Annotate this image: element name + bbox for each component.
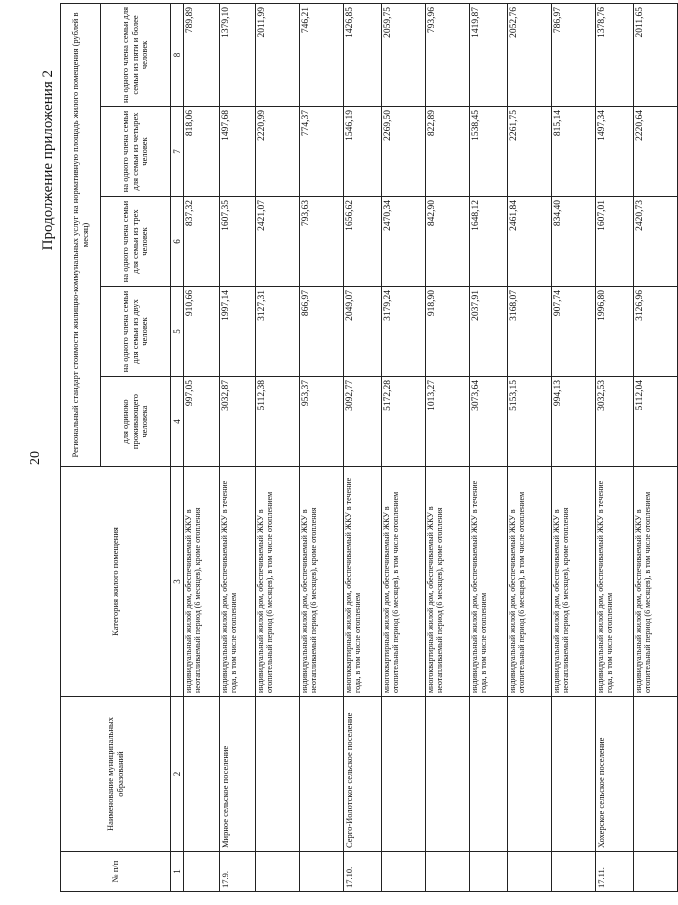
standard-value: 1497,34 — [596, 107, 634, 197]
standard-value: 1379,10 — [220, 3, 256, 106]
table-row — [344, 3, 382, 891]
standard-value: 866,97 — [300, 287, 344, 377]
table-row — [300, 3, 344, 891]
row-number — [300, 852, 344, 892]
standard-value: 2220,64 — [634, 107, 678, 197]
standard-value: 2269,50 — [382, 107, 426, 197]
header-standard: Региональный стандарт стоимости жилищно-коммунальных услуг на нормативную площадь жилого помещения (рублей в месяц) — [61, 3, 101, 466]
municipality-name — [184, 697, 220, 852]
row-number — [470, 852, 508, 892]
row-number — [256, 852, 300, 892]
table-row — [596, 3, 634, 891]
table-row — [184, 3, 220, 891]
standard-value: 1419,87 — [470, 3, 508, 106]
standard-value: 1426,85 — [344, 3, 382, 106]
col-number: 6 — [171, 197, 184, 287]
housing-category: многоквартирный жилой дом, обеспечиваемый ЖКУ в неотапливаемый период (6 месяцев), кроме отопления — [426, 467, 470, 697]
standard-value: 3168,07 — [508, 287, 552, 377]
standard-value: 953,37 — [300, 377, 344, 467]
row-number — [426, 852, 470, 892]
standard-value: 2261,75 — [508, 107, 552, 197]
standard-value: 822,89 — [426, 107, 470, 197]
municipality-name: Серго-Иолотское сельское поселение — [344, 697, 382, 852]
housing-category: индивидуальный жилой дом, обеспечиваемый ЖКУ в отопительный период (6 месяцев), в том числе отоплением — [508, 467, 552, 697]
standard-value: 994,13 — [552, 377, 596, 467]
standard-value: 2461,84 — [508, 197, 552, 287]
standards-table — [60, 3, 678, 892]
table-row — [426, 3, 470, 891]
row-number — [552, 852, 596, 892]
standard-value: 3092,77 — [344, 377, 382, 467]
housing-category: индивидуальный жилой дом, обеспечиваемый ЖКУ в течение года, в том числе отоплением — [470, 467, 508, 697]
standard-value: 834,40 — [552, 197, 596, 287]
col-number: 3 — [171, 467, 184, 697]
standard-value: 2011,65 — [634, 3, 678, 106]
housing-category: индивидуальный жилой дом, обеспечиваемый ЖКУ в течение года, в том числе отоплением — [220, 467, 256, 697]
standard-value: 3126,96 — [634, 287, 678, 377]
standard-value: 2059,75 — [382, 3, 426, 106]
standard-value: 1656,62 — [344, 197, 382, 287]
row-number — [382, 852, 426, 892]
row-number: 17.9. — [220, 852, 256, 892]
municipality-name — [382, 697, 426, 852]
standard-value: 1497,68 — [220, 107, 256, 197]
municipality-name — [508, 697, 552, 852]
col-number: 4 — [171, 377, 184, 467]
header-no: № п/п — [61, 852, 171, 892]
standard-value: 2052,76 — [508, 3, 552, 106]
housing-category: индивидуальный жилой дом, обеспечиваемый ЖКУ в неотапливаемый период (6 месяцев), кроме отопления — [300, 467, 344, 697]
table-row — [634, 3, 678, 891]
standard-value: 815,14 — [552, 107, 596, 197]
table-row — [552, 3, 596, 891]
header-col5: на одного члена семьи для семьи из двух человек — [101, 287, 171, 377]
standard-value: 2470,34 — [382, 197, 426, 287]
table-row — [256, 3, 300, 891]
table-row — [508, 3, 552, 891]
row-number — [184, 852, 220, 892]
table-row — [382, 3, 426, 891]
standard-value: 5153,15 — [508, 377, 552, 467]
standard-value: 2049,07 — [344, 287, 382, 377]
municipality-name: Мирное сельское поселение — [220, 697, 256, 852]
header-municipality: Наименование муниципальных образований — [61, 697, 171, 852]
row-number — [508, 852, 552, 892]
col-number: 2 — [171, 697, 184, 852]
standard-value: 1013,27 — [426, 377, 470, 467]
standard-value: 746,21 — [300, 3, 344, 106]
standard-value: 3127,31 — [256, 287, 300, 377]
standard-value: 3179,24 — [382, 287, 426, 377]
header-category: Категория жилого помещения — [61, 467, 171, 697]
standard-value: 1997,14 — [220, 287, 256, 377]
standard-value: 2420,73 — [634, 197, 678, 287]
col-number: 7 — [171, 107, 184, 197]
standard-value: 1378,76 — [596, 3, 634, 106]
table-row — [470, 3, 508, 891]
standard-value: 3032,53 — [596, 377, 634, 467]
standard-value: 3073,64 — [470, 377, 508, 467]
standard-value: 2421,07 — [256, 197, 300, 287]
standard-value: 1538,45 — [470, 107, 508, 197]
table-row — [220, 3, 256, 891]
housing-category: индивидуальный жилой дом, обеспечиваемый ЖКУ в неотапливаемый период (6 месяцев), кроме отопления — [184, 467, 220, 697]
standard-value: 5112,04 — [634, 377, 678, 467]
row-number: 17.10. — [344, 852, 382, 892]
housing-category: индивидуальный жилой дом, обеспечиваемый ЖКУ в отопительный период (6 месяцев), в том числе отоплением — [256, 467, 300, 697]
standard-value: 1607,35 — [220, 197, 256, 287]
standard-value: 774,37 — [300, 107, 344, 197]
municipality-name — [470, 697, 508, 852]
standard-value: 907,74 — [552, 287, 596, 377]
standard-value: 818,06 — [184, 107, 220, 197]
col-number: 5 — [171, 287, 184, 377]
standard-value: 997,05 — [184, 377, 220, 467]
header-col8: на одного члена семьи для семьи из пяти и более человек — [101, 3, 171, 106]
standard-value: 1607,01 — [596, 197, 634, 287]
standard-value: 910,66 — [184, 287, 220, 377]
continuation-title: Продолжение приложения 2 — [40, 70, 56, 251]
page-number: 20 — [28, 451, 43, 465]
standard-value: 5112,38 — [256, 377, 300, 467]
col-number: 8 — [171, 3, 184, 106]
standard-value: 2037,91 — [470, 287, 508, 377]
standard-value: 1546,19 — [344, 107, 382, 197]
standard-value: 2011,99 — [256, 3, 300, 106]
standard-value: 793,63 — [300, 197, 344, 287]
housing-category: индивидуальный жилой дом, обеспечиваемый ЖКУ в отопительный период (6 месяцев), в том числе отоплением — [634, 467, 678, 697]
standard-value: 786,97 — [552, 3, 596, 106]
municipality-name: Хохерское сельское поселение — [596, 697, 634, 852]
standard-value: 5172,28 — [382, 377, 426, 467]
standard-value: 3032,87 — [220, 377, 256, 467]
standard-value: 1996,80 — [596, 287, 634, 377]
header-col4: для одиноко проживающего человека — [101, 377, 171, 467]
housing-category: многоквартирный жилой дом, обеспечиваемый ЖКУ в течение года, в том числе отоплением — [344, 467, 382, 697]
housing-category: индивидуальный жилой дом, обеспечиваемый ЖКУ в неотапливаемый период (6 месяцев), кроме отопления — [552, 467, 596, 697]
standard-value: 793,96 — [426, 3, 470, 106]
municipality-name — [552, 697, 596, 852]
standard-value: 837,32 — [184, 197, 220, 287]
header-col7: на одного члена семьи для семьи из четырех человек — [101, 107, 171, 197]
municipality-name — [634, 697, 678, 852]
standard-value: 789,89 — [184, 3, 220, 106]
standard-value: 2220,99 — [256, 107, 300, 197]
row-number — [634, 852, 678, 892]
header-col6: на одного члена семьи для семьи из трех человек — [101, 197, 171, 287]
housing-category: индивидуальный жилой дом, обеспечиваемый ЖКУ в течение года, в том числе отоплением — [596, 467, 634, 697]
column-number-row — [171, 3, 184, 891]
row-number: 17.11. — [596, 852, 634, 892]
municipality-name — [256, 697, 300, 852]
standard-value: 918,90 — [426, 287, 470, 377]
municipality-name — [300, 697, 344, 852]
standard-value: 842,90 — [426, 197, 470, 287]
col-number: 1 — [171, 852, 184, 892]
housing-category: многоквартирный жилой дом, обеспечиваемый ЖКУ в отопительный период (6 месяцев), в том числе отоплением — [382, 467, 426, 697]
standard-value: 1648,12 — [470, 197, 508, 287]
municipality-name — [426, 697, 470, 852]
